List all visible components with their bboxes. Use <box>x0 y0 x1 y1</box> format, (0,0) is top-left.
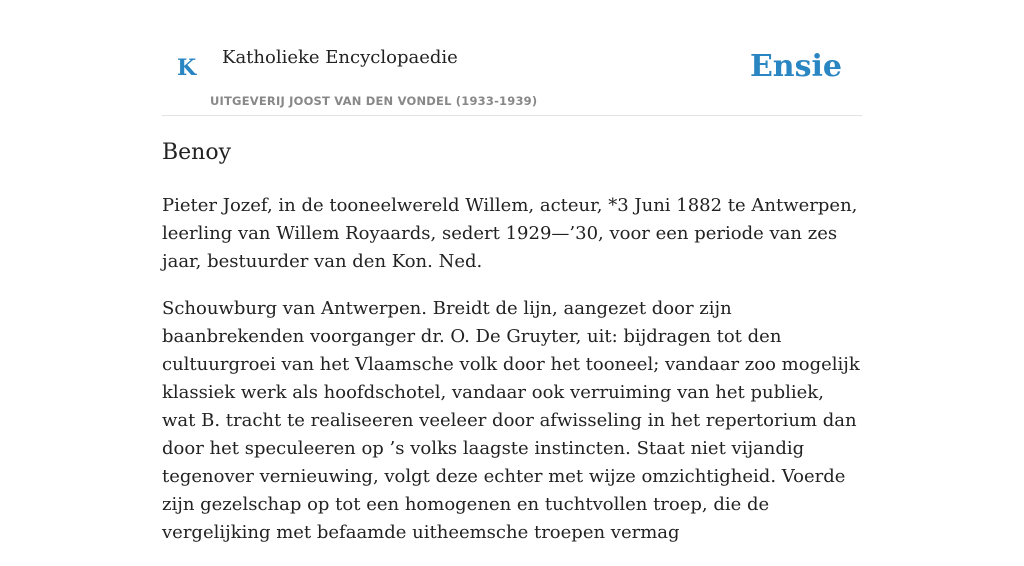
article-title: Benoy <box>162 140 232 165</box>
article-body <box>162 192 862 566</box>
article-paragraph: Schouwburg van Antwerpen. Breidt de lijn, aangezet door zijn baanbrekenden voorganger dr. O. De Gruyter, uit: bijdragen tot den cultuurgroei van het Vlaamsche volk door het tooneel; vandaar zoo mogelijk klassiek werk als hoofdschotel, vandaar ook verruiming van het publiek, wat B. tracht te realiseeren veeleer door afwisseling in het repertorium dan door het speculeeren op ’s volks laagste instincten. Staat niet vijandig tegenover vernieuwing, volgt deze echter met wijze omzichtigheid. Voerde zijn gezelschap op tot een homogenen en tuchtvollen troep, die de vergelijking met befaamde uitheemsche troepen vermag <box>162 298 860 543</box>
publisher-label: UITGEVERIJ JOOST VAN DEN VONDEL (1933-1939) <box>210 94 538 108</box>
article-paragraph: Pieter Jozef, in de tooneelwereld Willem, acteur, *3 Juni 1882 te Antwerpen, leerling van Willem Royaards, sedert 1929—’30, voor een periode van zes jaar, bestuurder van den Kon. Ned. <box>162 195 858 272</box>
publication-title[interactable]: Katholieke Encyclopaedie <box>222 47 458 68</box>
publication-logo[interactable]: K <box>177 55 197 81</box>
site-header <box>162 40 862 116</box>
ensie-logo[interactable]: Ensie <box>749 49 842 84</box>
